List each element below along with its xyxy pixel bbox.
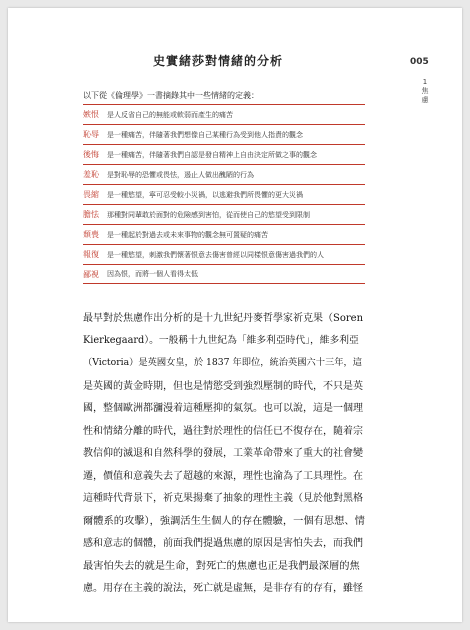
definition-desc: 是一種痛苦，伴隨著我們自認是發自精神上自由決定所做之事的觀念: [107, 150, 317, 159]
definition-row: [83, 184, 365, 204]
definition-row: [83, 224, 365, 244]
page-title: 史實緒莎對情緒的分析: [152, 54, 283, 68]
chapter-label: 焦慮: [421, 87, 429, 104]
definition-row: [83, 104, 365, 124]
definition-row: [83, 244, 365, 264]
body-line: 性和情緒分離的時代，過往對於理性的信任已不復存在，隨着宗: [83, 425, 363, 437]
definition-term: 膽怯: [83, 210, 99, 219]
definition-term: 羞恥: [83, 170, 99, 179]
definition-desc: 那種對同輩敢於面對的危險感到害怕，從而使自己的慾望受到限制: [107, 210, 310, 219]
definition-term: 報復: [83, 250, 99, 259]
body-line: （Victoria）是英國女皇，於 1837 年即位，統治英國六十三年，這: [83, 357, 363, 368]
definition-term: 頹喪: [83, 230, 99, 239]
body-line: 這種時代背景下，祈克果揚棄了抽象的理性主義（見於他對黑格: [83, 493, 363, 504]
definition-desc: 是人反省自己的無能或軟弱而產生的痛苦: [107, 110, 233, 119]
body-line: 爾體系的攻擊），強調活生生個人的存在體驗，一個有思想、情: [83, 514, 365, 527]
body-line: 遷，價值和意義失去了超越的來源，理性也淪為了工具理性。在: [83, 470, 363, 482]
body-line: 國，整個歐洲都瀰漫着這種壓抑的氣氛。也可以說，這是一個理: [83, 403, 363, 414]
definition-desc: 是對恥辱的恐懼或畏怯，遏止人做出醜陋的行為: [107, 170, 254, 179]
body-line: 最害怕失去的就是生命，對死亡的焦慮也正是我們最深層的焦: [83, 559, 360, 572]
definition-desc: 是一種慾望，刺激我們懷著恨意去傷害曾經以同樣恨意傷害過我們的人: [107, 250, 324, 259]
chapter-side-label: [420, 78, 430, 105]
definition-row: [83, 204, 365, 224]
body-line: Kierkegaard）。一般稱十九世紀為「維多利亞時代」，維多利亞: [83, 334, 359, 346]
chapter-number: 1: [422, 78, 428, 86]
definition-desc: 是一種痛苦，伴隨著我們想像自己某種行為受到他人指責的觀念: [107, 130, 303, 139]
definition-term: 後悔: [83, 150, 99, 159]
definition-row: [83, 124, 365, 144]
definition-term: 畏縮: [83, 190, 99, 199]
body-line: 感和意志的個體，前面我們提過焦慮的原因是害怕失去，而我們: [83, 538, 363, 549]
definition-row: [83, 264, 365, 284]
definition-desc: 因為恨，而將一個人看得太低: [107, 270, 198, 278]
definition-row: [83, 144, 365, 164]
body-line: 最早對於焦慮作出分析的是十九世紀丹麥哲學家祈克果（Soren: [83, 313, 364, 324]
document-page: [8, 8, 462, 622]
definition-term: 恥辱: [83, 130, 99, 139]
definition-term: 鄙視: [83, 269, 99, 279]
body-line: 是英國的黃金時期，但也是情慾受到強烈壓制的時代，不只是英: [83, 380, 363, 392]
body-line: 教信仰的滅退和自然科學的發展，工業革命帶來了重大的社會變: [83, 448, 363, 459]
definition-desc: 是一種起於對過去或未來事物的觀念無可置疑的痛苦: [107, 230, 268, 239]
definition-term: 嫉恨: [83, 110, 99, 119]
page-number: 005: [410, 57, 429, 67]
body-line: 慮。用存在主義的說法，死亡就是虛無，是非存有的存有，雖怪: [83, 583, 363, 594]
intro-text: 以下從《倫理學》一書摘錄其中一些情緒的定義：: [83, 91, 259, 100]
body-text: [83, 309, 365, 602]
definition-list: [83, 104, 365, 284]
definition-desc: 是一種慾望，寧可忍受較小災禍，以逃避我們所畏懼的更大災禍: [107, 190, 303, 199]
definition-row: [83, 164, 365, 184]
